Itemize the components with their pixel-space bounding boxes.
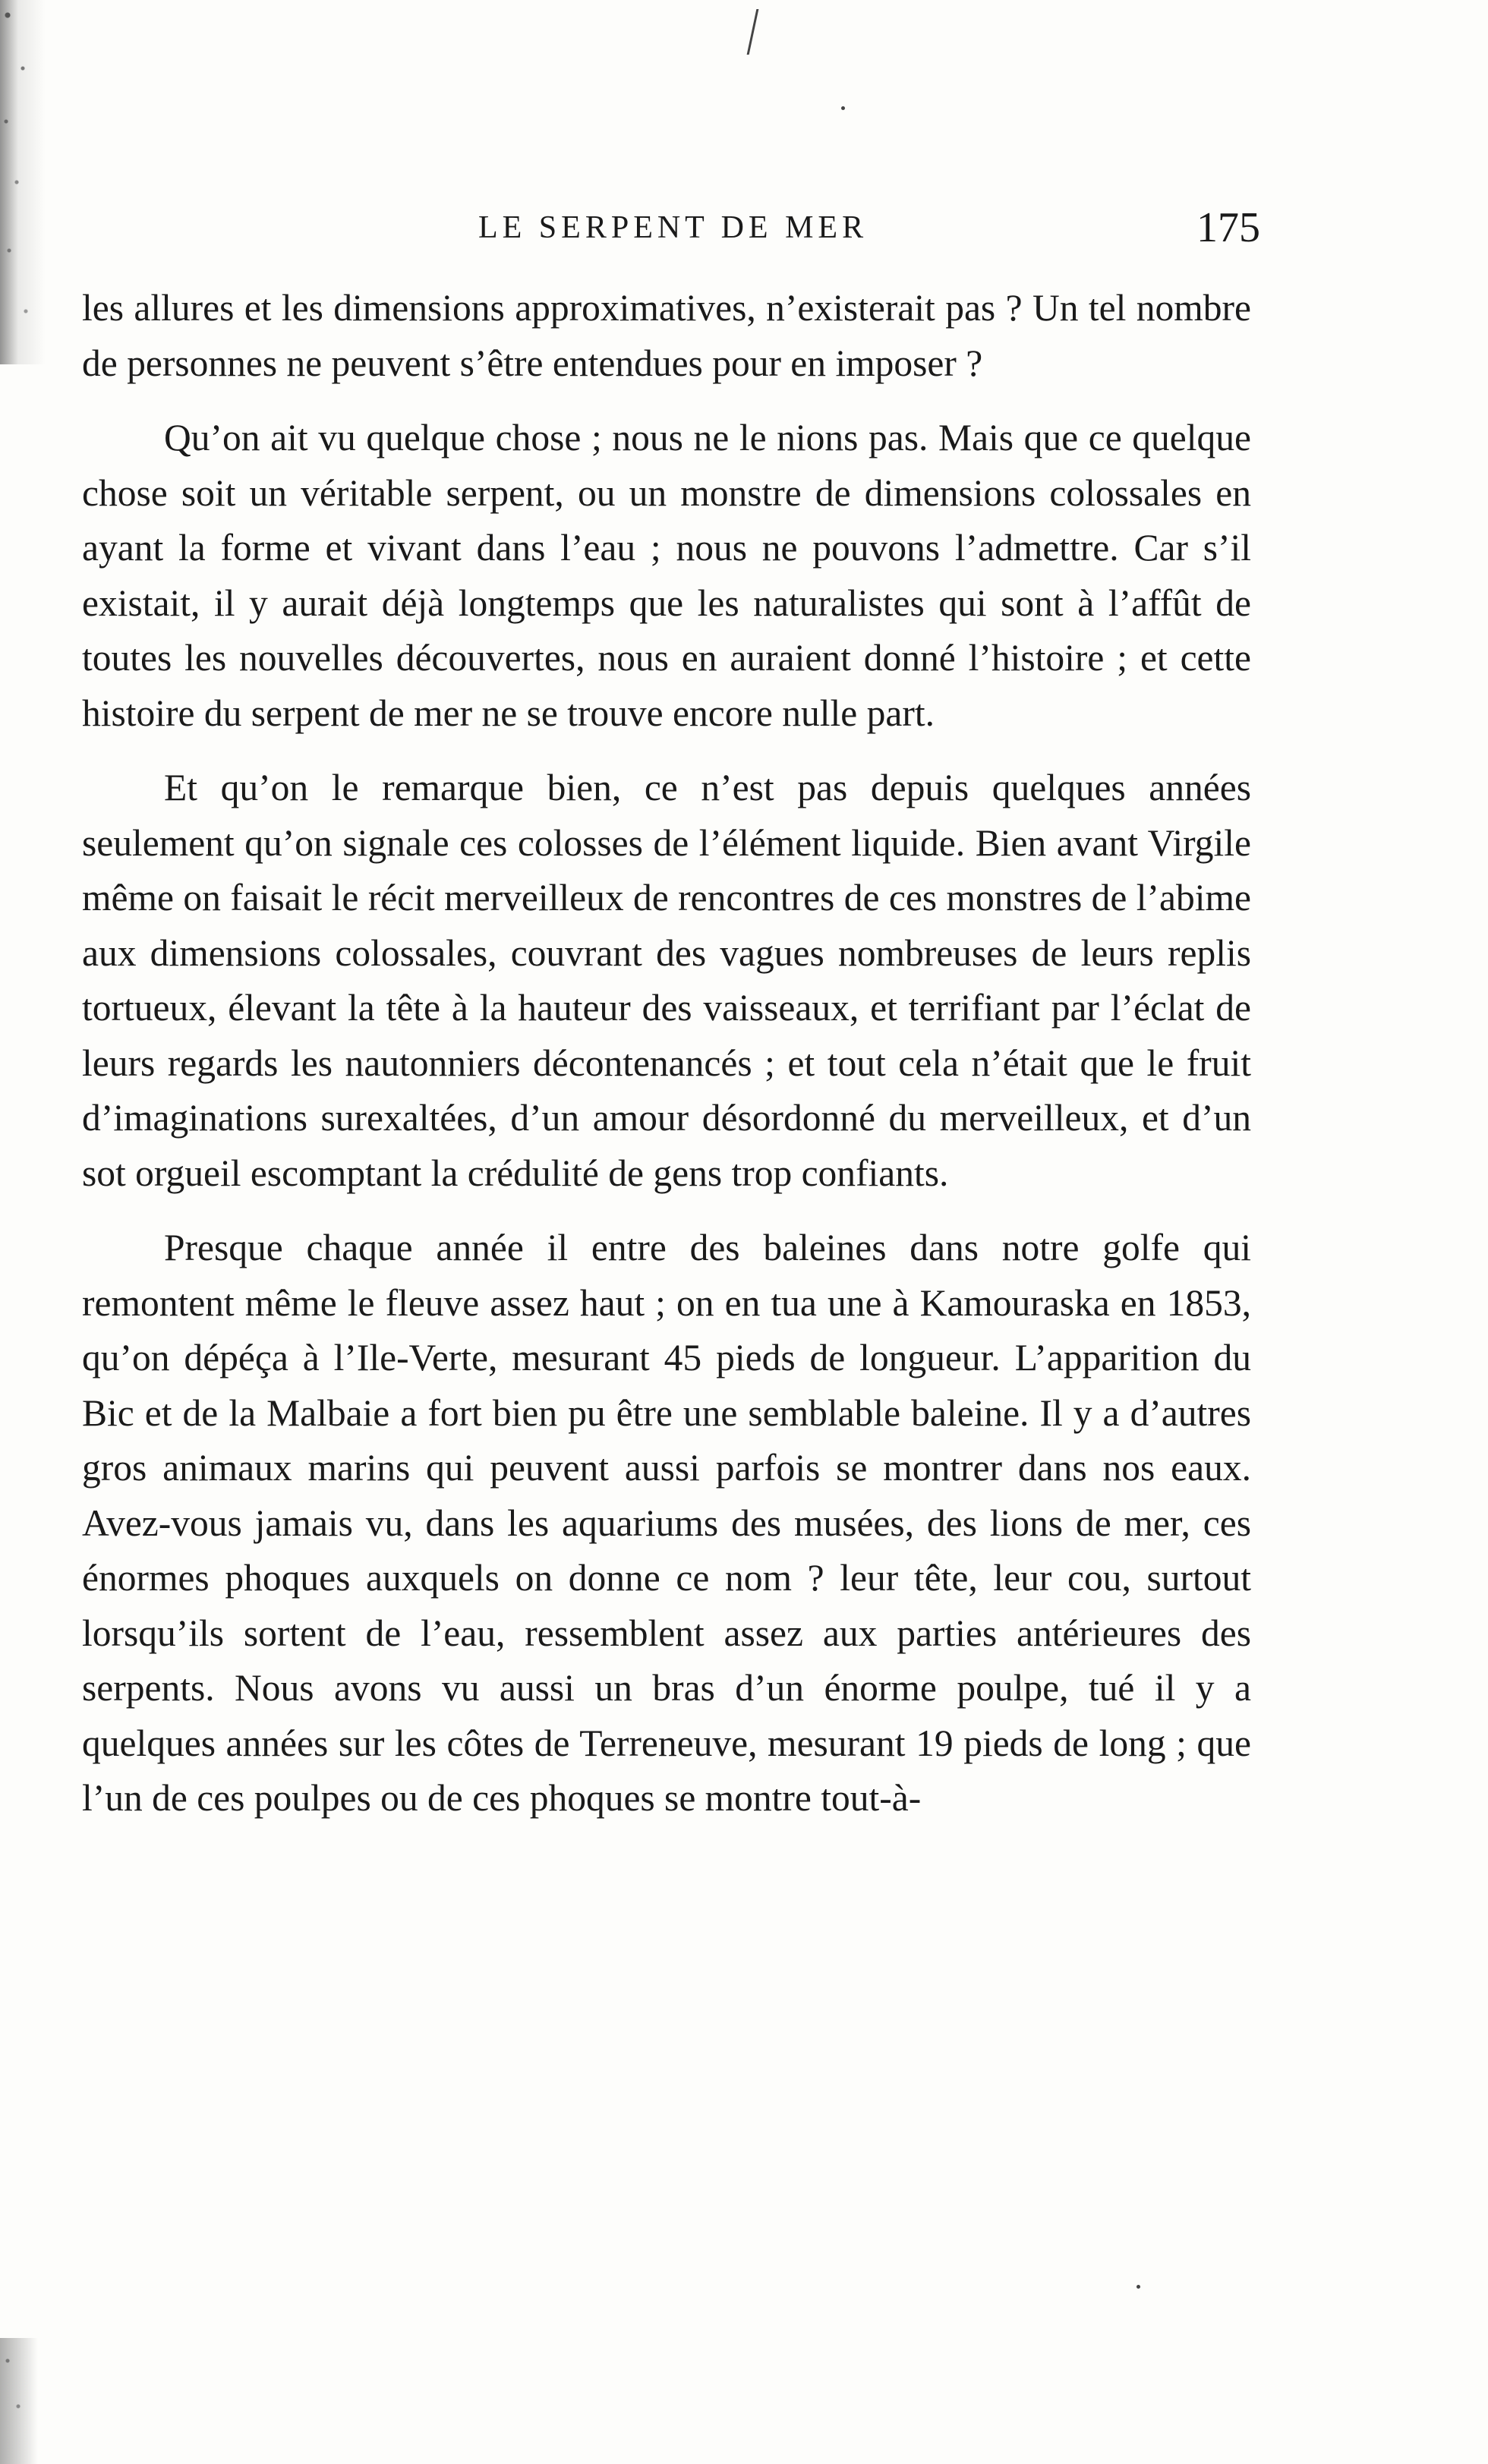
- body-text: [82, 281, 1251, 1846]
- page-header: [410, 203, 1260, 257]
- stray-ink-dot: [1136, 2285, 1140, 2289]
- scan-edge-shadow-top: [0, 0, 46, 364]
- paragraph: Et qu’on le remarque bien, ce n’est pas depuis quelques années seulement qu’on signale ces colosses de l’élément liquide. Bien avant Virgile même on faisait le récit merveilleux de rencontres de ces monstres de l’abime aux dimensions colossales, couvrant des vagues nombreuses de leurs replis tortueux, élevant la tête à la hauteur des vaisseaux, et terrifiant par l’éclat de leurs regards les nautonniers décontenancés ; et tout cela n’était que le fruit d’imaginations surexaltées, d’un amour désordonné du merveilleux, et d’un sot orgueil escomptant la crédulité de gens trop confiants.: [82, 767, 1251, 1194]
- scan-edge-shadow-bottom: [0, 2338, 38, 2464]
- paragraph: les allures et les dimensions approximatives, n’existerait pas ? Un tel nombre de personnes ne peuvent s’être entendues pour en imposer ?: [82, 287, 1251, 384]
- page-number: 175: [1196, 204, 1260, 251]
- running-title: LE SERPENT DE MER: [478, 210, 869, 245]
- paragraph: Qu’on ait vu quelque chose ; nous ne le nions pas. Mais que ce quelque chose soit un véritable serpent, ou un monstre de dimensions colossales en ayant la forme et vivant dans l’eau ; nous ne pouvons l’admettre. Car s’il existait, il y aurait déjà longtemps que les naturalistes qui sont à l’affût de toutes les nouvelles découvertes, nous en auraient donné l’histoire ; et cette histoire du serpent de mer ne se trouve encore nulle part.: [82, 417, 1251, 734]
- stray-ink-mark: [747, 9, 764, 55]
- paragraph: Presque chaque année il entre des baleines dans notre golfe qui remontent même le fleuve assez haut ; on en tua une à Kamouraska en 1853, qu’on dépéça à l’Ile-Verte, mesurant 45 pieds de longueur. L’apparition du Bic et de la Malbaie a fort bien pu être une semblable baleine. Il y a d’autres gros animaux marins qui peuvent aussi parfois se montrer dans nos eaux. Avez-vous jamais vu, dans les aquariums des musées, des lions de mer, ces énormes phoques auxquels on donne ce nom ? leur tête, leur cou, surtout lorsqu’ils sortent de l’eau, ressemblent assez aux parties antérieures des serpents. Nous avons vu aussi un bras d’un énorme poulpe, tué il y a quelques années sur les côtes de Terreneuve, mesurant 19 pieds de long ; que l’un de ces poulpes ou de ces phoques se montre tout-à-: [82, 1227, 1251, 1819]
- stray-ink-dot: [841, 106, 845, 110]
